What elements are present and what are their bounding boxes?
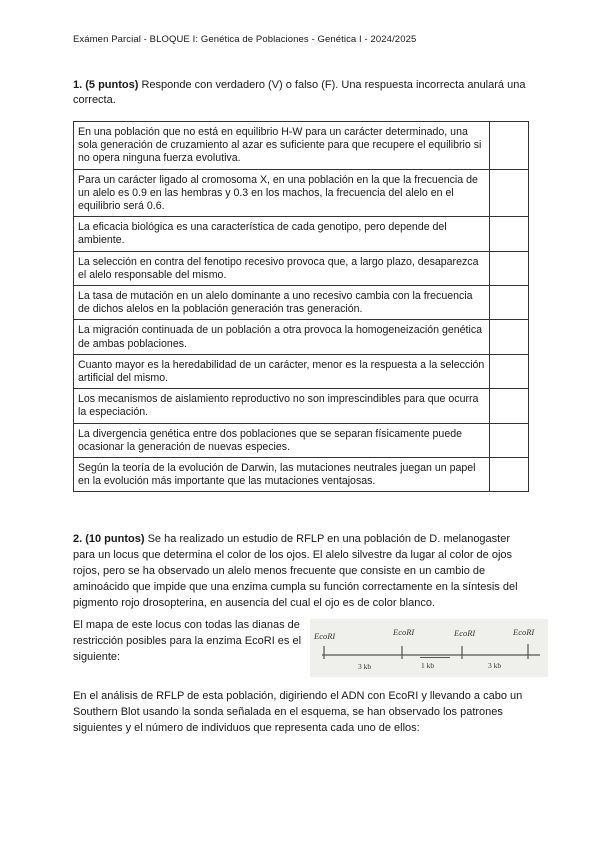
fragment-label-1: 3 kb	[358, 662, 372, 671]
answer-cell-10[interactable]	[490, 458, 529, 492]
statement-9: La divergencia genética entre dos poblaciones que se separan físicamente puede ocasionar la generación de nuevas especies.	[74, 423, 490, 457]
answer-cell-6[interactable]	[490, 320, 529, 354]
statement-1: En una población que no está en equilibrio H-W para un carácter determinado, una sola generación de cruzamiento al azar es suficiente para que recupere el equilibrio si no opera ninguna fuerza evolutiva.	[74, 122, 490, 170]
answer-cell-3[interactable]	[490, 217, 529, 251]
fragment-label-3: 3 kb	[488, 661, 502, 670]
table-row	[74, 423, 529, 457]
question-1	[73, 78, 533, 107]
statement-6: La migración continuada de un población a otra provoca la homogeneización genética de ambas poblaciones.	[74, 320, 490, 354]
map-intro: El mapa de este locus con todas las dianas de restricción posibles para la enzima EcoRI es el siguiente:	[73, 619, 302, 663]
answer-cell-9[interactable]	[490, 423, 529, 457]
true-false-table	[73, 121, 529, 492]
answer-cell-1[interactable]	[490, 122, 529, 170]
statement-5: La tasa de mutación en un alelo dominante a uno recesivo cambia con la frecuencia de dichos alelos en la población generación tras generación.	[74, 286, 490, 320]
answer-cell-2[interactable]	[490, 169, 529, 217]
table-row	[74, 354, 529, 388]
ecori-label-1: EcoRI	[314, 631, 336, 641]
table-row	[74, 169, 529, 217]
question-1-number: 1. (5 puntos)	[73, 79, 139, 91]
statement-8: Los mecanismos de aislamiento reproductivo no son imprescindibles para que ocurra la especiación.	[74, 389, 490, 423]
statement-4: La selección en contra del fenotipo recesivo provoca que, a largo plazo, desaparezca el alelo responsable del mismo.	[74, 251, 490, 285]
answer-cell-7[interactable]	[490, 354, 529, 388]
answer-cell-5[interactable]	[490, 286, 529, 320]
table-row	[74, 389, 529, 423]
statement-3: La eficacia biológica es una característica de cada genotipo, pero depende del ambiente.	[74, 217, 490, 251]
analysis-paragraph: En el análisis de RFLP de esta población, digiriendo el ADN con EcoRI y llevando a cabo un Southern Blot usando la sonda señalada en el esquema, se han observado los patrones siguientes y el número de individuos que representa cada uno de ellos:	[73, 690, 523, 734]
statement-7: Cuanto mayor es la heredabilidad de un carácter, menor es la respuesta a la selección artificial del mismo.	[74, 354, 490, 388]
table-row	[74, 458, 529, 492]
ecori-label-4: EcoRI	[513, 627, 535, 637]
table-row	[74, 286, 529, 320]
table-row	[74, 217, 529, 251]
page-header: Exámen Parcial - BLOQUE I: Genética de Poblaciones - Genética I - 2024/2025	[73, 34, 417, 45]
question-1-text: Responde con verdadero (V) o falso (F). Una respuesta incorrecta anulará una correcta.	[73, 79, 526, 106]
statement-2: Para un carácter ligado al cromosoma X, en una población en la que la frecuencia de un alelo es 0.9 en las hembras y 0.3 en los machos, la frecuencia del alelo en el equilibrio será 0.6.	[74, 169, 490, 217]
answer-cell-4[interactable]	[490, 251, 529, 285]
table-row	[74, 122, 529, 170]
question-2	[73, 531, 533, 611]
question-2-text: Se ha realizado un estudio de RFLP en una población de D. melanogaster para un locus que determina el color de los ojos. El alelo silvestre da lugar al color de ojos rojos, pero se ha observado un alelo menos frecuente que consiste en un cambio de aminoácido que impide que una enzima cumpla su función correctamente en la síntesis del pigmento rojo drosopterina, en ausencia del cual el ojo es de color blanco.	[73, 533, 518, 609]
fragment-label-2: 1 kb	[421, 661, 435, 670]
statement-10: Según la teoría de la evolución de Darwin, las mutaciones neutrales juegan un papel en la evolución más importante que las mutaciones ventajosas.	[74, 458, 490, 492]
table-row	[74, 320, 529, 354]
table-row	[74, 251, 529, 285]
question-2-number: 2. (10 puntos)	[73, 533, 145, 545]
ecori-label-2: EcoRI	[393, 627, 415, 637]
answer-cell-8[interactable]	[490, 389, 529, 423]
ecori-label-3: EcoRI	[454, 628, 476, 638]
restriction-map	[310, 619, 548, 677]
restriction-map-diagram	[310, 619, 548, 677]
